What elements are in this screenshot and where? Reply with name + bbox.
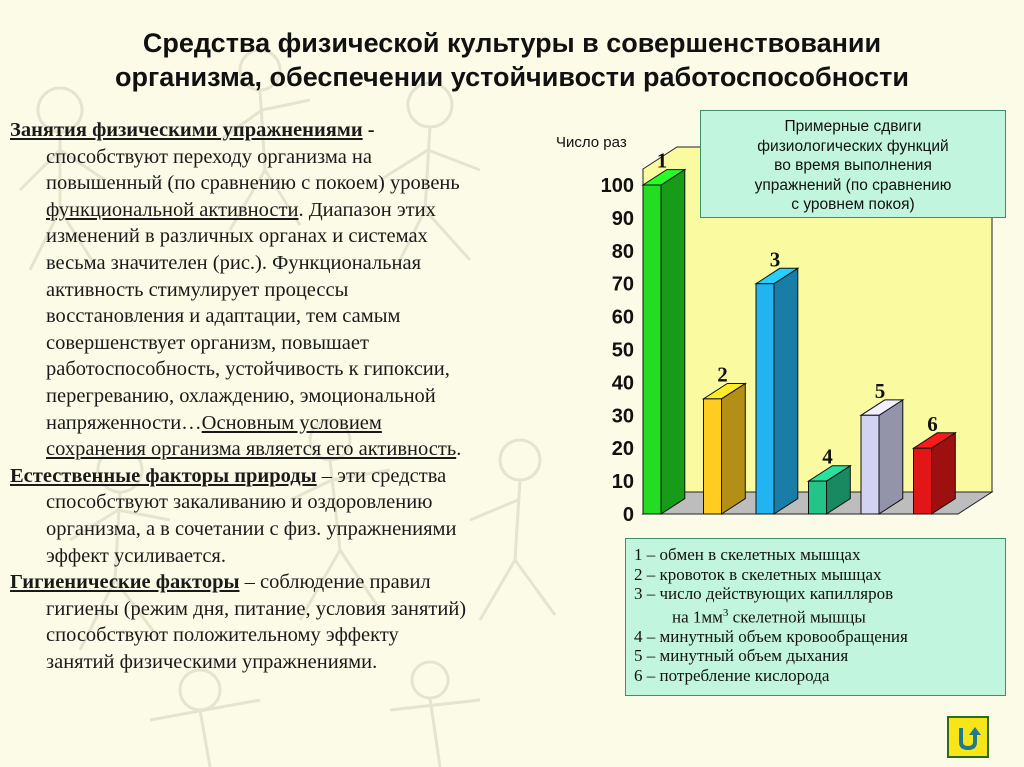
y-tick-label: 90 [611, 207, 634, 230]
bar [914, 448, 932, 514]
title-line-1: Средства физической культуры в совершенствовании [142, 28, 882, 58]
text-fragment: функциональной активности [46, 198, 299, 221]
return-button[interactable] [947, 716, 989, 758]
chart-title-line: физиологических функций [757, 137, 949, 155]
text-fragment: – соблюдение правил [239, 571, 431, 594]
text-line: активность стимулирует процессы [46, 278, 349, 301]
title-line-2: организма, обеспечении устойчивости работоспособности [115, 62, 909, 92]
y-tick-label: 80 [611, 240, 634, 263]
text-line: гигиены (режим дня, питание, условия занятий) [46, 597, 467, 620]
legend-fragment: на 1мм [672, 607, 723, 627]
y-tick-label: 100 [600, 175, 634, 197]
text-fragment: . Диапазон этих [298, 198, 436, 221]
text-fragment: напряженности… [46, 411, 202, 434]
bar-label: 2 [717, 362, 728, 387]
text-line: перегреванию, охлаждению, эмоциональной [46, 384, 436, 407]
y-tick-label: 40 [611, 372, 634, 395]
y-tick-label: 50 [611, 339, 634, 362]
y-tick-label: 60 [611, 306, 634, 329]
text-fragment: – эти средства [316, 464, 447, 487]
text-line: способствуют переходу организма на [46, 145, 372, 168]
section-heading: Гигиенические факторы [10, 571, 240, 594]
section-heading: Естественные факторы природы [10, 464, 317, 487]
legend-item: 3 – число действующих капилляров [634, 584, 894, 603]
bar-label: 4 [822, 444, 833, 469]
y-tick-label: 70 [611, 273, 634, 296]
legend-item: 1 – обмен в скелетных мышцах [634, 545, 861, 564]
chart-title [700, 110, 1006, 218]
text-line: занятий физическими упражнениями. [46, 650, 378, 673]
legend-superscript: 3 [722, 606, 729, 619]
chart-title-line: Примерные сдвиги [784, 118, 922, 135]
bar-side [879, 400, 903, 514]
y-tick-label: 20 [611, 438, 634, 461]
text-line: работоспособность, устойчивость к гипоксии, [46, 358, 450, 381]
legend-item: 6 – потребление кислорода [634, 665, 830, 685]
bar-label: 6 [927, 411, 938, 436]
section-dash: - [362, 119, 375, 141]
text-line: повышенный (по сравнению с покоем) уровень [46, 172, 460, 195]
chart-legend [625, 538, 1006, 696]
bar-side [661, 170, 685, 514]
text-line: эффект усиливается. [46, 544, 226, 567]
y-tick-label: 0 [622, 504, 634, 526]
bar [861, 415, 879, 514]
y-tick-label: 30 [611, 405, 634, 428]
text-line: изменений в различных органах и системах [46, 225, 428, 248]
legend-item: 5 – минутный объем дыхания [634, 646, 849, 666]
chart-ylabel: Число раз [556, 134, 627, 151]
y-tick-label: 10 [611, 471, 634, 494]
text-fragment: Основным условием [201, 411, 382, 434]
text-fragment: сохранения организма является его активность [46, 438, 457, 461]
bar-side [722, 383, 746, 514]
chart-title-line: упражнений (по сравнению [754, 176, 952, 194]
legend-item: 2 – кровоток в скелетных мышцах [634, 564, 882, 584]
bar-label: 5 [874, 378, 886, 403]
text-line: организма, а в сочетании с физ. упражнениями [46, 517, 457, 540]
bar-label: 1 [656, 148, 668, 173]
return-arrow-icon [953, 722, 983, 752]
legend-item: 4 – минутный объем кровообращения [634, 626, 908, 646]
chart-title-line: с уровнем покоя) [791, 196, 915, 213]
bar [704, 399, 722, 514]
legend-item [634, 604, 1005, 627]
bar-label: 3 [769, 247, 781, 272]
text-line: способствуют закаливанию и оздоровлению [46, 491, 433, 514]
text-line: весьма значителен (рис.). Функциональная [46, 251, 422, 274]
section-heading: Занятия физическими упражнениями [10, 119, 363, 141]
text-fragment: . [456, 438, 462, 461]
text-line: способствуют положительному эффекту [46, 624, 399, 647]
chart-title-line: во время выполнения [774, 157, 932, 174]
bar-side [774, 268, 798, 514]
bar [809, 481, 827, 514]
text-line: восстановления и адаптации, тем самым [46, 305, 401, 328]
legend-fragment: скелетной мышцы [728, 607, 866, 627]
bar [756, 284, 774, 514]
bar [643, 185, 661, 514]
text-line: совершенствует организм, повышает [46, 331, 369, 354]
